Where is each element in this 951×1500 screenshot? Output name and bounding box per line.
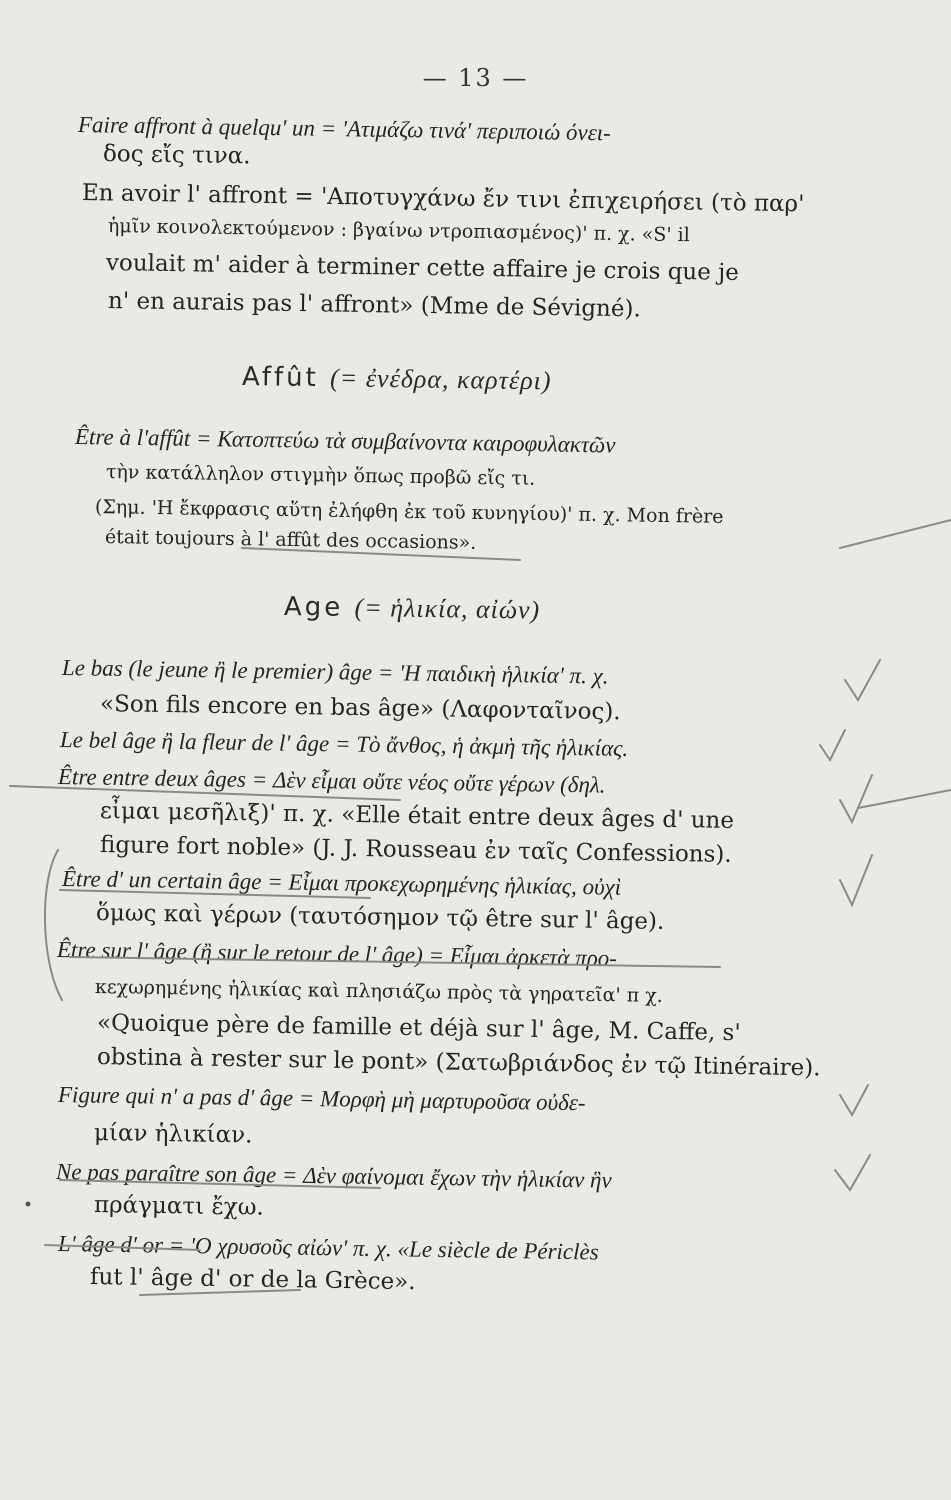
pencil-stroke: [858, 790, 951, 808]
text-line: κεχωρημένης ἡλικίας καὶ πλησιάζω πρὸς τὰ γηρατεῖα' π χ.: [94, 976, 663, 1007]
heading-gloss: (= ἐνέδρα, καρτέρι): [329, 363, 552, 396]
text-line: En avoir l' affront = 'Αποτυγχάνω ἔν τινι ἐπιχειρήσει (τὸ παρ': [81, 180, 805, 218]
pencil-bracket: [45, 850, 62, 1000]
text-line: L' âge d' or = 'Ο χρυσοῦς αἰών' π. χ. «Le siècle de Périclès: [57, 1231, 599, 1265]
text-line: Figure qui n' a pas d' âge = Μορφὴ μὴ μαρτυροῦσα οὐδε-: [57, 1082, 586, 1116]
text-line: «Quoique père de famille et déjà sur l' âge, M. Caffe, s': [96, 1010, 741, 1047]
section-heading-affut: [242, 362, 552, 396]
check-mark-icon: [840, 855, 872, 905]
heading-word: Age: [283, 592, 344, 623]
text-line: πράγματι ἔχω.: [93, 1192, 264, 1221]
text-line: était toujours à l' affût des occasions».: [104, 526, 477, 554]
text-line: Être entre deux âges = Δὲν εἶμαι οὔτε νέος οὔτε γέρων (δηλ.: [57, 764, 606, 798]
check-mark-icon: [845, 660, 880, 700]
text-line: τὴν κατάλληλον στιγμὴν ὅπως προβῶ εἴς τι.: [105, 461, 536, 490]
text-line: Être sur l' âge (ἢ sur le retour de l' âge) = Εἶμαι ἀρκετὰ προ-: [56, 937, 618, 971]
ink-dot: [26, 1202, 31, 1207]
text-line: voulait m' aider à terminer cette affaire je crois que je: [105, 250, 740, 286]
text-line: Le bel âge ἢ la fleur de l' âge = Τὸ ἄνθος, ἡ ἀκμὴ τῆς ἡλικίας.: [59, 727, 629, 761]
text-line: (Σημ. 'Η ἔκφρασις αὕτη ἐλήφθη ἐκ τοῦ κυνηγίου)' π. χ. Mon frère: [94, 496, 724, 528]
text-line: Ne pas paraître son âge = Δὲν φαίνομαι ἔχων τὴν ἡλικίαν ἣν: [55, 1159, 612, 1193]
text-line: ἡμῖν κοινολεκτούμενον : βγαίνω ντροπιασμένος)' π. χ. «S' il: [107, 215, 690, 247]
text-line: Faire affront à quelqu' un = 'Ατιμάζω τινά' περιποιώ όνει-: [77, 112, 612, 146]
pencil-stroke: [840, 520, 951, 548]
page-number: — 13 —: [422, 64, 529, 92]
check-mark-icon: [840, 1085, 868, 1115]
text-line: εἶμαι μεσῆλιξ)' π. χ. «Elle était entre deux âges d' une: [99, 798, 735, 834]
text-line: fut l' âge d' or de la Grèce».: [89, 1264, 416, 1296]
text-line: Le bas (le jeune ἢ le premier) âge = 'Η παιδικὴ ἡλικία' π. χ.: [61, 655, 609, 689]
text-line: obstina à rester sur le pont» (Σατωβριάνδος ἐν τῷ Itinéraire).: [96, 1044, 821, 1082]
check-mark-icon: [835, 1155, 870, 1190]
section-heading-age: [284, 592, 541, 626]
text-line: Être à l'affût = Κατοπτεύω τὰ συμβαίνοντα καιροφυλακτῶν: [74, 424, 616, 458]
heading-gloss: (= ἡλικία, αἰών): [354, 592, 541, 625]
check-mark-icon: [820, 730, 845, 760]
heading-word: Affût: [241, 362, 320, 394]
text-line: figure fort noble» (J. J. Rousseau ἐν ταῖς Confessions).: [99, 832, 732, 868]
text-line: n' en aurais pas l' affront» (Mme de Sévigné).: [107, 288, 641, 323]
text-line: «Son fils encore en bas âge» (Λαφονταῖνος).: [99, 691, 621, 726]
text-line: μίαν ἡλικίαν.: [93, 1120, 253, 1149]
check-mark-icon: [840, 775, 872, 822]
text-line: Être d' un certain âge = Εἶμαι προκεχωρημένης ἡλικίας, οὐχὶ: [61, 866, 622, 900]
text-line: ὅμως καὶ γέρων (ταυτόσημον τῷ être sur l' âge).: [95, 900, 665, 935]
text-line: δος εἴς τινα.: [102, 141, 251, 170]
